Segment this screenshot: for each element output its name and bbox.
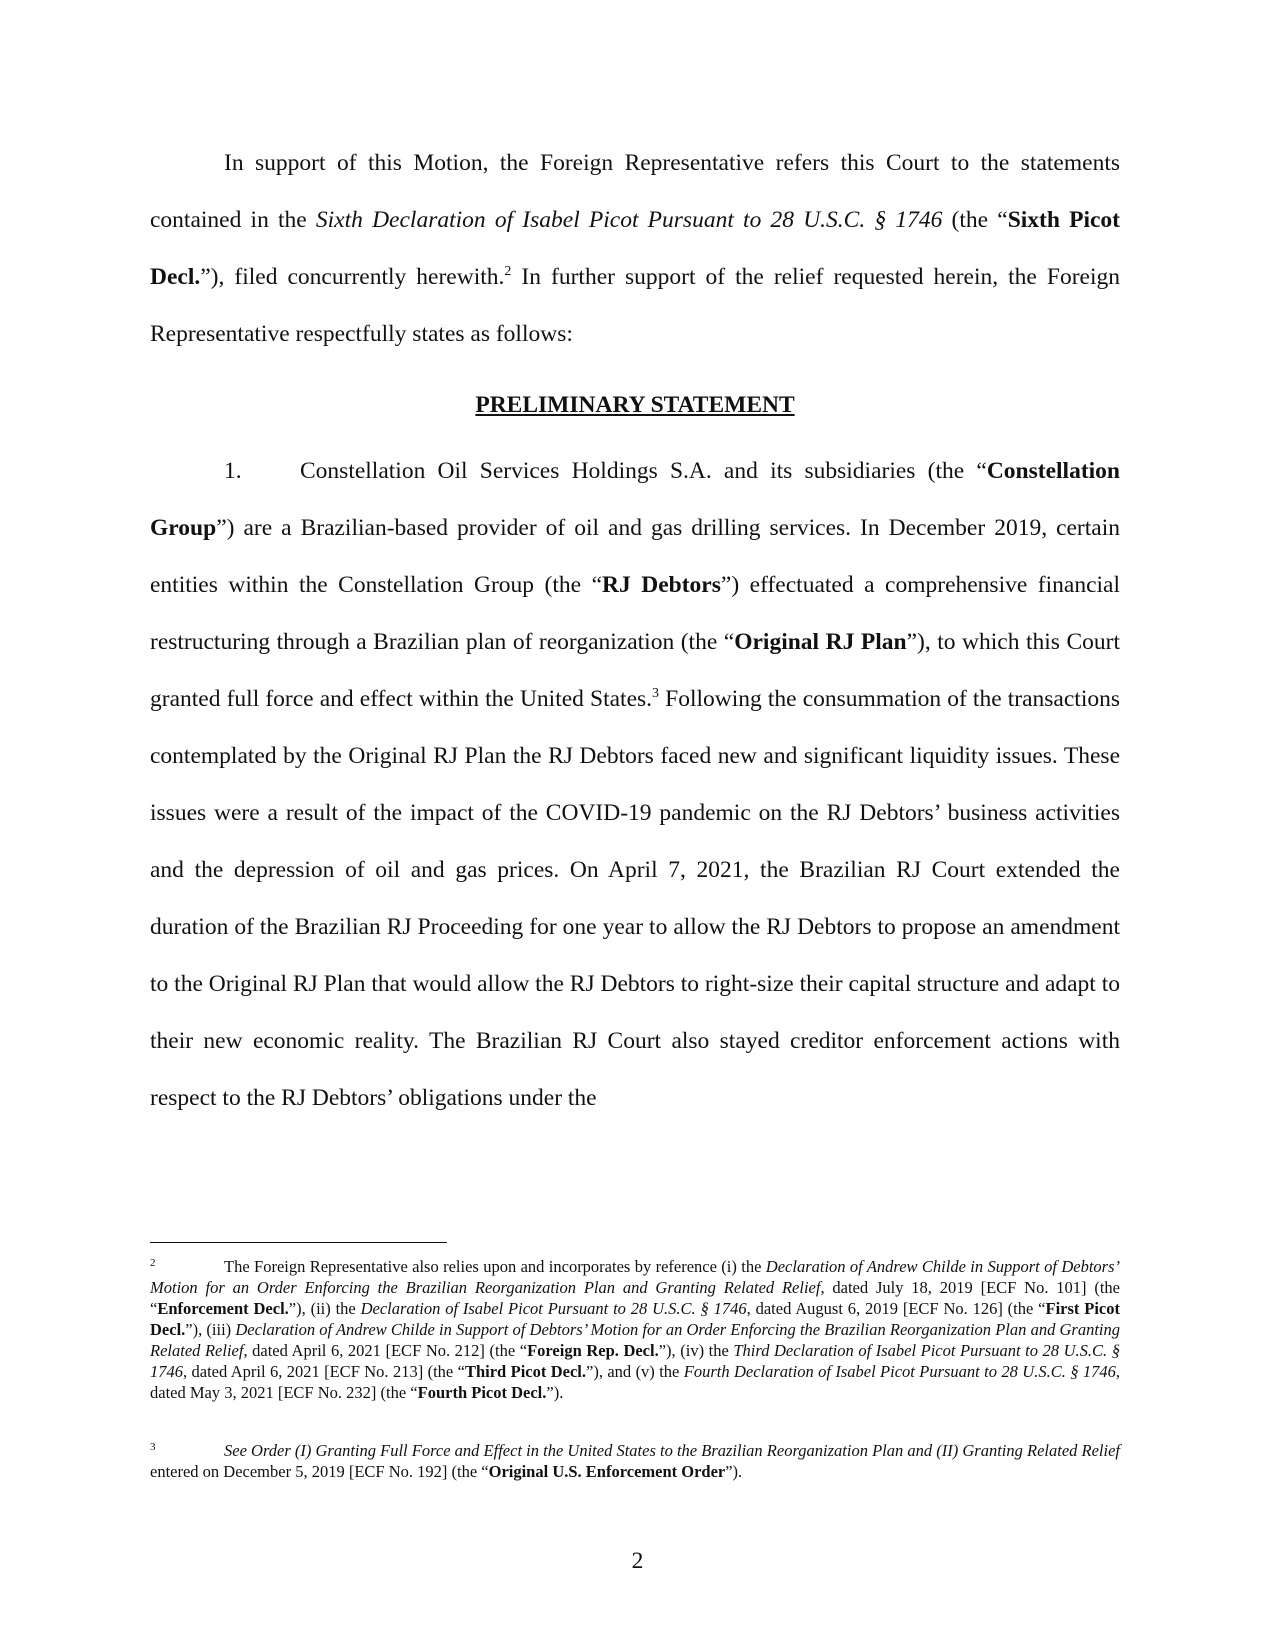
footnote-2-text: ”), (iv) the [658,1341,734,1360]
para1-text-1: Constellation Oil Services Holdings S.A. and its subsidiaries (the “ [300,458,987,484]
footnote-2-text: , dated May 3, 2021 [ECF No. 232] (the “ [150,1362,1120,1402]
footnote-2-defined-term: First Picot Decl. [150,1299,1120,1339]
footnote-2-text: , dated July 18, 2019 [ECF No. 101] (the “ [150,1278,1120,1318]
footnote-3-defined-term: Original U.S. Enforcement Order [488,1462,726,1481]
intro-paragraph [150,135,1120,363]
intro-text-4: In further support of the relief requested herein, the Foreign Representative respectfully states as follows: [150,264,1120,347]
footnote-2-text: ”), (iii) [185,1320,236,1339]
footnote-3: 3 See Order (I) Granting Full Force and Effect in the United States to the Brazilian Reorganization Plan and (II) Granting Related Relief entered on December 5, 2019 [ECF No. 192] (the “Original U.S. Enforcement Order”). [150,1441,1120,1481]
footnote-3-text: ”). [725,1462,743,1481]
intro-text-1: In support of this Motion, the Foreign Representative refers this Court to the statements contained in the [150,150,1120,233]
footnote-2-text: ”), and (v) the [586,1362,684,1381]
footnote-3-text: entered on December 5, 2019 [ECF No. 192] (the “ [150,1462,489,1481]
paragraph-number: 1. [224,458,242,484]
footnote-2-defined-term: Fourth Picot Decl. [417,1383,547,1402]
footnote-2-text: , dated April 6, 2021 [ECF No. 212] (the “ [243,1341,528,1360]
intro-text-3: ”), filed concurrently herewith. [200,264,505,290]
footnote-2-text: ”). [546,1383,564,1402]
footnote-ref-2[interactable]: 2 [504,264,512,279]
para1-text-4: ”), to which this Court granted full force and effect within the United States. [150,629,1120,712]
footnote-2-citation: Third Declaration of Isabel Picot Pursuant to 28 U.S.C. § 1746 [150,1341,1120,1381]
para1-text-2: ”) are a Brazilian-based provider of oil and gas drilling services. In December 2019, certain entities within the Constellation Group (the “ [150,515,1120,598]
footnote-2-citation: Declaration of Andrew Childe in Support of Debtors’ Motion for an Order Enforcing the Brazilian Reorganization Plan and Granting Related Relief [150,1320,1121,1360]
intro-text-2: (the “ [942,207,1008,233]
footnote-2-text: The Foreign Representative also relies upon and incorporates by reference (i) the [224,1257,766,1276]
footnote-2-text: ”), (ii) the [288,1299,361,1318]
defined-term-rj-debtors: RJ Debtors [602,572,721,598]
footnote-2-citation: Fourth Declaration of Isabel Picot Pursuant to 28 U.S.C. § 1746 [683,1362,1116,1381]
footnote-2-text: , dated April 6, 2021 [ECF No. 213] (the “ [183,1362,465,1381]
footnote-2-text: , dated August 6, 2019 [ECF No. 126] (the “ [746,1299,1046,1318]
footnote-2-citation: Declaration of Isabel Picot Pursuant to 28 U.S.C. § 1746 [360,1299,747,1318]
page-number: 2 [631,1548,644,1574]
footnote-ref-3[interactable]: 3 [652,686,660,701]
section-heading: PRELIMINARY STATEMENT [475,392,795,418]
footnote-2-defined-term: Third Picot Decl. [464,1362,587,1381]
footnote-2-citation: Declaration of Andrew Childe in Support of Debtors’ Motion for an Order Enforcing the Brazilian Reorganization Plan and Granting Related Relief [150,1257,1120,1297]
paragraph-1 [150,443,1120,1127]
footnote-2: 2 The Foreign Representative also relies upon and incorporates by reference (i) the Declaration of Andrew Childe in Support of Debtors’ Motion for an Order Enforcing the Brazilian Reorganization Plan and Granting Related Relief, dated July 18, 2019 [ECF No. 101] (the “Enforcement Decl.”), (ii) the Declaration of Isabel Picot Pursuant to 28 U.S.C. § 1746, dated August 6, 2019 [ECF No. 126] (the “First Picot Decl.”), (iii) Declaration of Andrew Childe in Support of Debtors’ Motion for an Order Enforcing the Brazilian Reorganization Plan and Granting Related Relief, dated April 6, 2021 [ECF No. 212] (the “Foreign Rep. Decl.”), (iv) the Third Declaration of Isabel Picot Pursuant to 28 U.S.C. § 1746, dated April 6, 2021 [ECF No. 213] (the “Third Picot Decl.”), and (v) the Fourth Declaration of Isabel Picot Pursuant to 28 U.S.C. § 1746, dated May 3, 2021 [ECF No. 232] (the “Fourth Picot Decl.”). [150,1257,1121,1402]
defined-term-original-rj-plan: Original RJ Plan [734,629,907,655]
footnote-separator [150,1242,447,1243]
footnote-2-defined-term: Enforcement Decl. [157,1299,289,1318]
footnote-2-defined-term: Foreign Rep. Decl. [527,1341,659,1360]
intro-sixth-decl-title: Sixth Declaration of Isabel Picot Pursuant to 28 U.S.C. § 1746 [315,207,943,233]
intro-defined-term-sixth-picot: Sixth Picot Decl. [150,207,1121,290]
defined-term-constellation-group: Constellation Group [150,458,1120,541]
para1-text-3: ”) effectuated a comprehensive financial restructuring through a Brazilian plan of reorganization (the “ [150,572,1120,655]
para1-text-5: Following the consummation of the transactions contemplated by the Original RJ Plan the RJ Debtors faced new and significant liquidity issues. These issues were a result of the impact of the COVID-19 pandemic on the RJ Debtors’ business activities and the depression of oil and gas prices. On April 7, 2021, the Brazilian RJ Court extended the duration of the Brazilian RJ Proceeding for one year to allow the RJ Debtors to propose an amendment to the Original RJ Plan that would allow the RJ Debtors to right-size their capital structure and adapt to their new economic reality. The Brazilian RJ Court also stayed creditor enforcement actions with respect to the RJ Debtors’ obligations under the [150,686,1120,1111]
footnote-3-citation: See Order (I) Granting Full Force and Effect in the United States to the Brazilian Reorganization Plan and (II) Granting Related Relief [224,1441,1120,1460]
